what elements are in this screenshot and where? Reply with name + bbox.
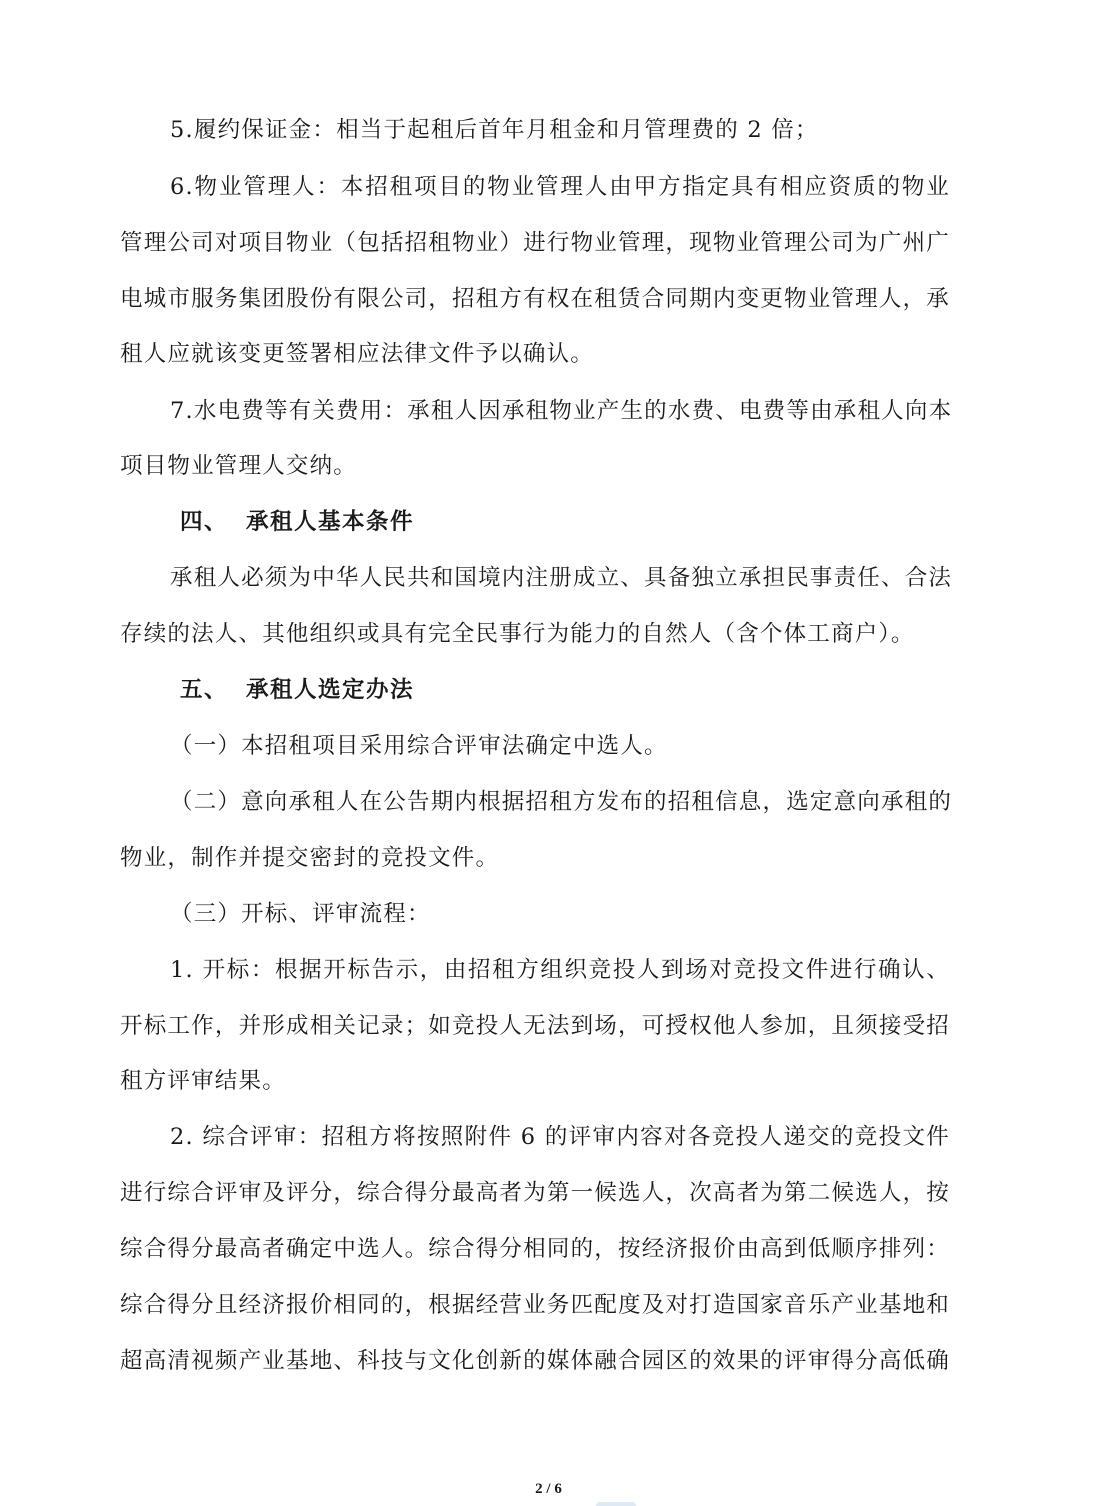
section-heading xyxy=(180,675,1010,705)
paragraph-line: （三）开标、评审流程： xyxy=(170,901,431,927)
paragraph-line: 承租人必须为中华人民共和国境内注册成立、具备独立承担民事责任、合法 xyxy=(170,565,953,591)
footer-decoration xyxy=(596,1502,636,1506)
paragraph-line: 1. 开标：根据开标告示，由招租方组织竞投人到场对竞投文件进行确认、 xyxy=(170,957,950,983)
paragraph-line: 5.履约保证金：相当于起租后首年月租金和月管理费的 2 倍； xyxy=(170,117,819,143)
paragraph-line: 租人应就该变更签署相应法律文件予以确认。 xyxy=(120,341,595,367)
paragraph-line: 项目物业管理人交纳。 xyxy=(120,453,358,479)
paragraph-line: 管理公司对项目物业（包括招租物业）进行物业管理，现物业管理公司为广州广 xyxy=(120,230,950,256)
paragraph-line: 超高清视频产业基地、科技与文化创新的媒体融合园区的效果的评审得分高低确 xyxy=(120,1348,950,1374)
paragraph-line: 电城市服务集团股份有限公司，招租方有权在租赁合同期内变更物业管理人，承 xyxy=(120,286,950,312)
paragraph-line: （一）本招租项目采用综合评审法确定中选人。 xyxy=(170,733,668,759)
paragraph-line: 存续的法人、其他组织或具有完全民事行为能力的自然人（含个体工商户）。 xyxy=(120,621,915,647)
paragraph-line: 进行综合评审及评分，综合得分最高者为第一候选人，次高者为第二候选人，按 xyxy=(120,1180,950,1206)
page-number: 2 / 6 xyxy=(535,1481,562,1497)
paragraph-line: 综合得分最高者确定中选人。综合得分相同的，按经济报价由高到低顺序排列： xyxy=(120,1236,950,1262)
paragraph-line: 物业，制作并提交密封的竞投文件。 xyxy=(120,845,500,871)
section-title: 承租人选定办法 xyxy=(246,677,415,703)
paragraph-line: 7.水电费等有关费用：承租人因承租物业产生的水费、电费等由承租人向本 xyxy=(170,398,953,424)
paragraph-line: （二）意向承租人在公告期内根据招租方发布的招租信息，选定意向承租的 xyxy=(170,789,953,815)
section-title: 承租人基本条件 xyxy=(246,509,415,535)
section-number: 四、 xyxy=(180,509,229,535)
paragraph-line: 开标工作，并形成相关记录；如竞投人无法到场，可授权他人参加，且须接受招 xyxy=(120,1013,950,1039)
paragraph-line: 综合得分且经济报价相同的，根据经营业务匹配度及对打造国家音乐产业基地和 xyxy=(120,1292,950,1318)
paragraph-line: 6.物业管理人：本招租项目的物业管理人由甲方指定具有相应资质的物业 xyxy=(170,174,950,200)
paragraph-line: 租方评审结果。 xyxy=(120,1068,286,1094)
section-heading xyxy=(180,507,1010,537)
section-number: 五、 xyxy=(180,677,229,703)
paragraph-line: 2. 综合评审：招租方将按照附件 6 的评审内容对各竞投人递交的竞投文件 xyxy=(170,1124,950,1150)
